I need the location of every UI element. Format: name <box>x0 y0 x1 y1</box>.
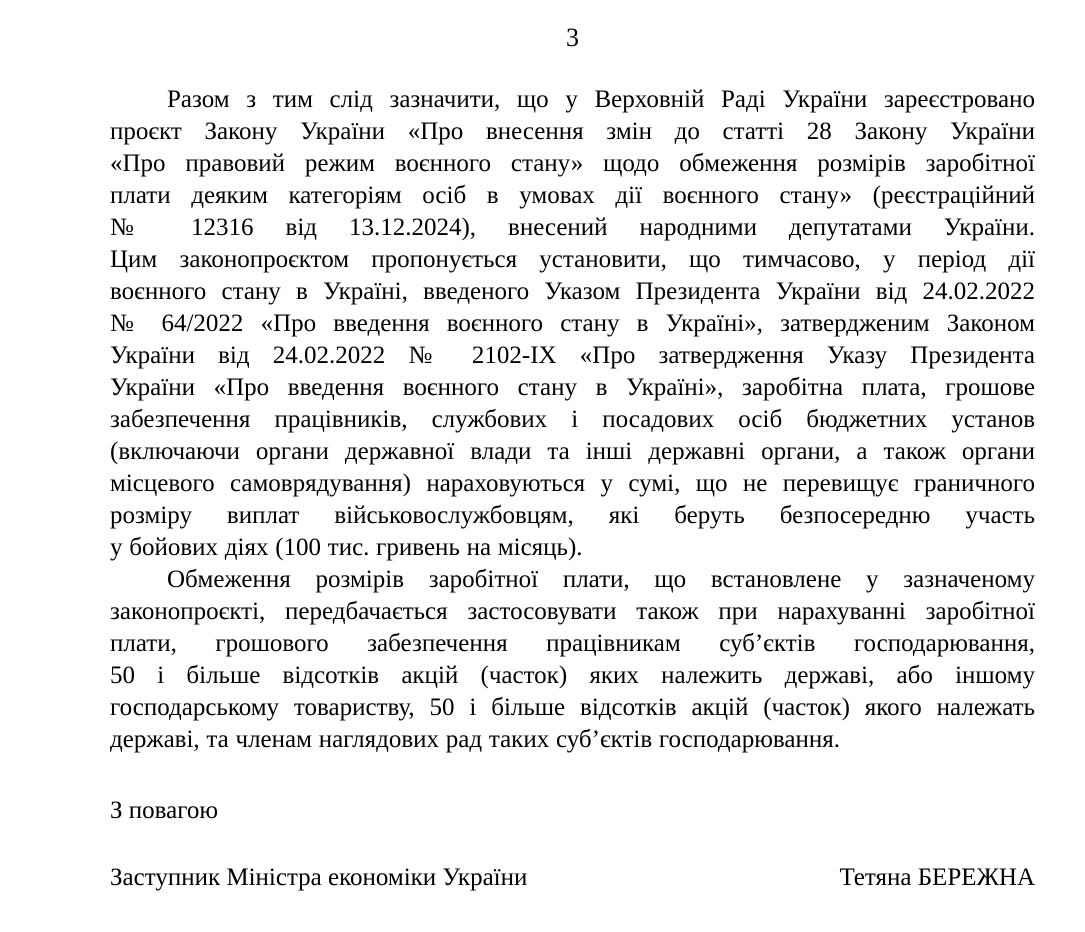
paragraph-line: воєнного стану в Україні, введеного Указом Президента України від 24.02.2022 <box>110 278 1035 305</box>
paragraph-line: плати, грошового забезпечення працівникам суб’єктів господарювання, <box>110 630 1035 657</box>
paragraph-line: «Про правовий режим воєнного стану» щодо обмеження розмірів заробітної <box>110 150 1035 177</box>
paragraph-line: Обмеження розмірів заробітної плати, що встановлене у зазначеному <box>167 566 1035 593</box>
document-body <box>110 84 1035 756</box>
paragraph-line: 50 і більше відсотків акцій (часток) яких належить державі, або іншому <box>110 662 1035 689</box>
paragraph-line: Разом з тим слід зазначити, що у Верховній Раді України зареєстровано <box>167 86 1035 113</box>
paragraph-line: України «Про введення воєнного стану в Україні», заробітна плата, грошове <box>110 374 1035 401</box>
paragraph-line: (включаючи органи державної влади та інші державні органи, а також органи <box>110 438 1035 465</box>
paragraph-line: законопроєкті, передбачається застосовувати також при нарахуванні заробітної <box>110 598 1035 625</box>
page-number: 3 <box>566 23 579 52</box>
paragraph-line: проєкт Закону України «Про внесення змін до статті 28 Закону України <box>110 118 1035 145</box>
paragraph-line: № 64/2022 «Про введення воєнного стану в Україні», затвердженим Законом <box>110 310 1035 337</box>
paragraph-line: господарському товариству, 50 і більше відсотків акцій (часток) якого належать <box>110 694 1035 721</box>
paragraph-line: плати деяким категоріям осіб в умовах дії воєнного стану» (реєстраційний <box>110 182 1035 209</box>
paragraph-line: розміру виплат військовослужбовцям, які беруть безпосередню участь <box>110 502 1035 529</box>
signer-position: Заступник Міністра економіки України <box>110 864 528 891</box>
closing-salutation: З повагою <box>110 797 219 824</box>
signer-name: Тетяна БЕРЕЖНА <box>839 864 1035 891</box>
paragraph-line: № 12316 від 13.12.2024), внесений народними депутатами України. <box>110 214 1035 241</box>
paragraph-line: Цим законопроєктом пропонується установити, що тимчасово, у період дії <box>110 246 1035 273</box>
paragraph <box>110 564 1035 756</box>
paragraph <box>110 84 1035 564</box>
paragraph-line: України від 24.02.2022 № 2102-IX «Про затвердження Указу Президента <box>110 342 1035 369</box>
paragraph-line: у бойових діях (100 тис. гривень на місяць). <box>110 534 583 561</box>
paragraph-line: місцевого самоврядування) нараховуються у сумі, що не перевищує граничного <box>110 470 1035 497</box>
signature-block <box>110 862 1035 894</box>
paragraph-line: державі, та членам наглядових рад таких суб’єктів господарювання. <box>110 726 840 753</box>
paragraph-line: забезпечення працівників, службових і посадових осіб бюджетних установ <box>110 406 1035 433</box>
